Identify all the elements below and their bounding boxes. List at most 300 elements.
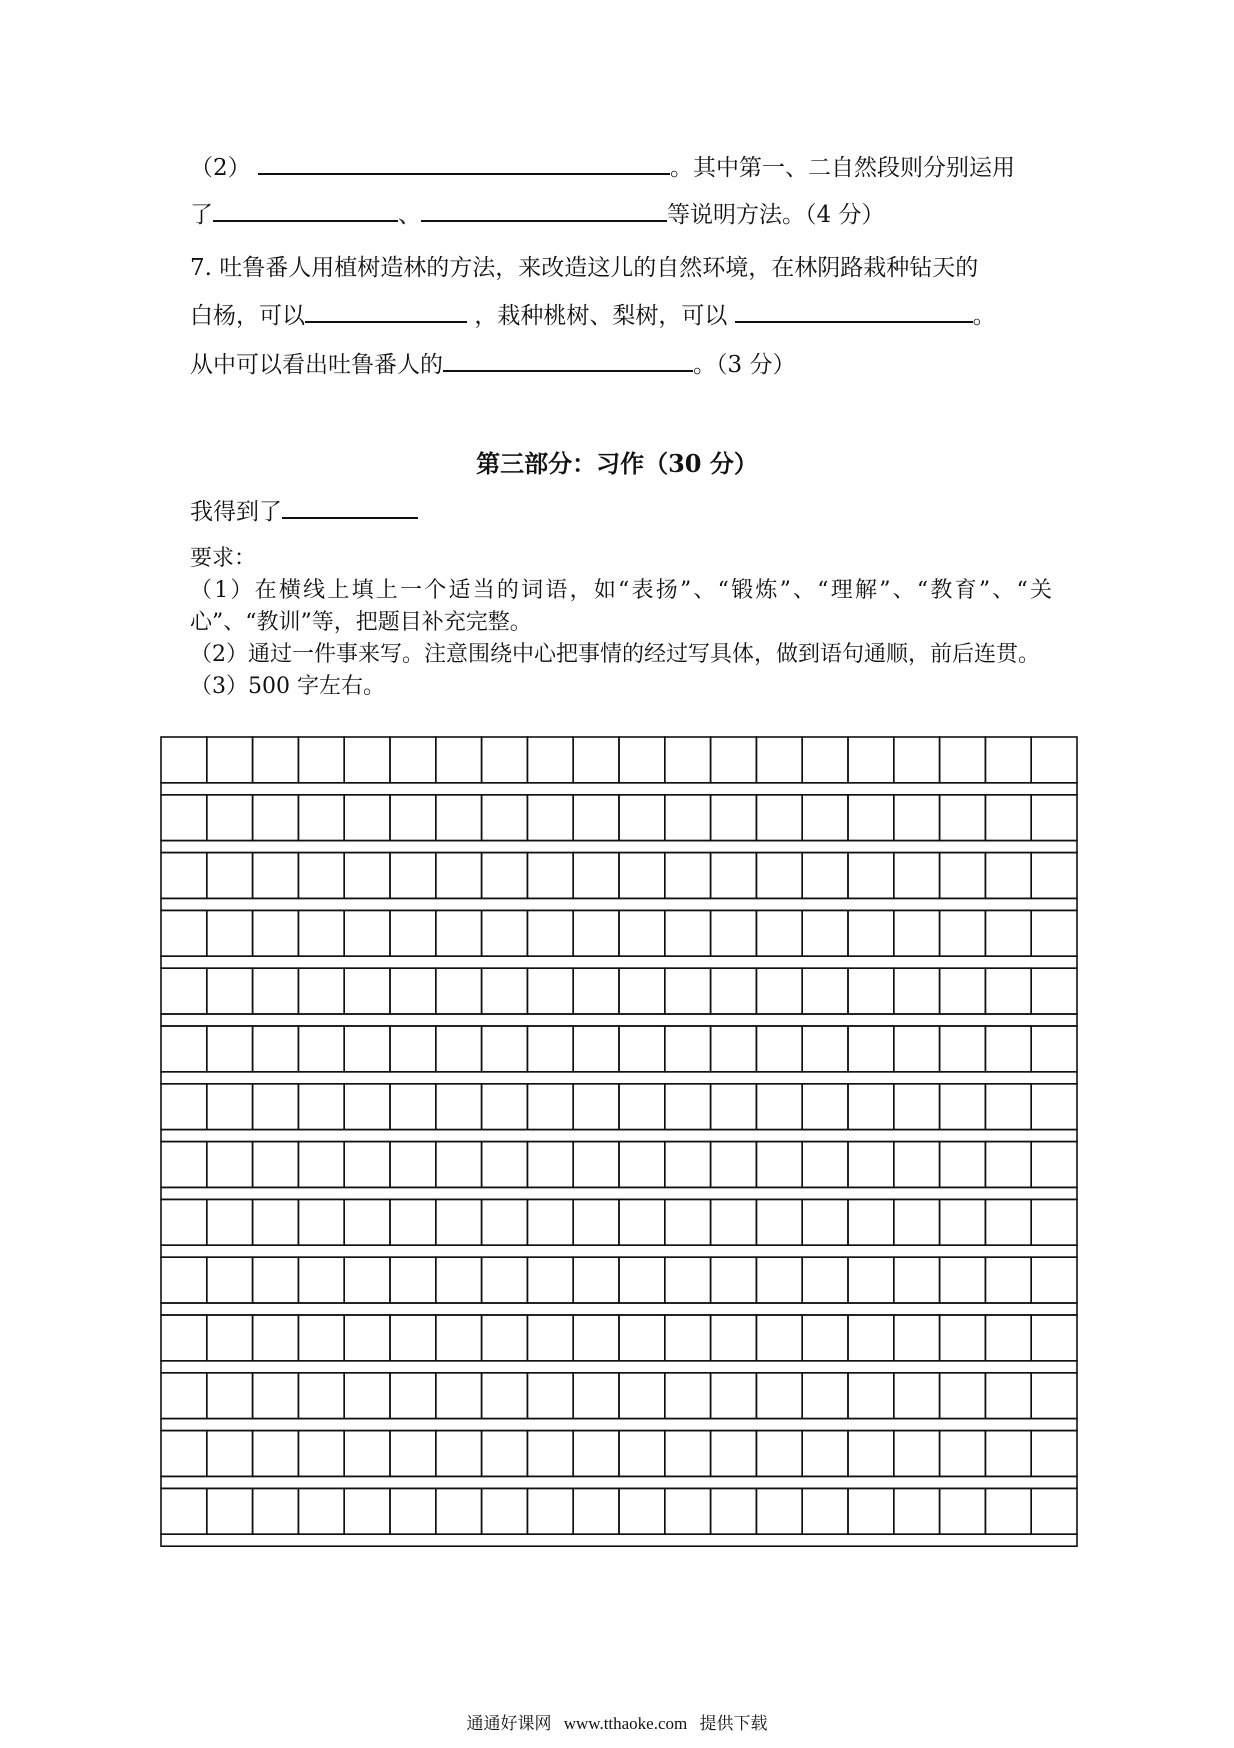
grid-cell[interactable] [756, 968, 802, 1014]
grid-cell[interactable] [756, 853, 802, 899]
grid-cell[interactable] [802, 1488, 848, 1534]
grid-cell[interactable] [436, 853, 482, 899]
grid-cell[interactable] [344, 737, 390, 783]
grid-cell[interactable] [1031, 1199, 1077, 1245]
grid-cell[interactable] [207, 1488, 253, 1534]
grid-cell[interactable] [619, 1488, 665, 1534]
grid-cell[interactable] [527, 1373, 573, 1419]
grid-cell[interactable] [344, 1026, 390, 1072]
grid-row-spacer[interactable] [161, 1187, 1077, 1199]
grid-cell[interactable] [711, 1084, 757, 1130]
grid-cell[interactable] [802, 1257, 848, 1303]
grid-cell[interactable] [619, 1431, 665, 1477]
grid-cell[interactable] [573, 1199, 619, 1245]
grid-cell[interactable] [802, 1084, 848, 1130]
grid-cell[interactable] [390, 795, 436, 841]
grid-cell[interactable] [894, 1084, 940, 1130]
grid-cell[interactable] [161, 737, 207, 783]
grid-cell[interactable] [390, 968, 436, 1014]
grid-cell[interactable] [527, 1026, 573, 1072]
grid-cell[interactable] [436, 1142, 482, 1188]
grid-cell[interactable] [1031, 1431, 1077, 1477]
grid-cell[interactable] [298, 1373, 344, 1419]
grid-cell[interactable] [756, 737, 802, 783]
grid-cell[interactable] [711, 853, 757, 899]
grid-cell[interactable] [482, 1026, 528, 1072]
grid-cell[interactable] [573, 968, 619, 1014]
grid-cell[interactable] [848, 968, 894, 1014]
grid-cell[interactable] [436, 1431, 482, 1477]
grid-cell[interactable] [482, 910, 528, 956]
grid-cell[interactable] [985, 910, 1031, 956]
grid-cell[interactable] [665, 853, 711, 899]
grid-cell[interactable] [573, 1431, 619, 1477]
grid-cell[interactable] [482, 737, 528, 783]
grid-cell[interactable] [527, 910, 573, 956]
grid-cell[interactable] [298, 1257, 344, 1303]
grid-cell[interactable] [161, 1315, 207, 1361]
grid-cell[interactable] [985, 1084, 1031, 1130]
grid-cell[interactable] [436, 968, 482, 1014]
grid-cell[interactable] [207, 737, 253, 783]
grid-cell[interactable] [527, 1142, 573, 1188]
grid-cell[interactable] [1031, 853, 1077, 899]
footer-url[interactable]: www.tthaoke.com [563, 1714, 688, 1733]
grid-cell[interactable] [619, 1142, 665, 1188]
grid-cell[interactable] [436, 1488, 482, 1534]
grid-cell[interactable] [298, 1488, 344, 1534]
grid-row-spacer[interactable] [161, 1419, 1077, 1431]
grid-cell[interactable] [436, 795, 482, 841]
grid-cell[interactable] [848, 910, 894, 956]
grid-cell[interactable] [848, 1431, 894, 1477]
grid-cell[interactable] [756, 1488, 802, 1534]
grid-cell[interactable] [848, 853, 894, 899]
grid-cell[interactable] [573, 1257, 619, 1303]
grid-cell[interactable] [390, 853, 436, 899]
grid-cell[interactable] [619, 853, 665, 899]
grid-cell[interactable] [802, 910, 848, 956]
grid-cell[interactable] [573, 1084, 619, 1130]
grid-row-spacer[interactable] [161, 898, 1077, 910]
grid-cell[interactable] [161, 1373, 207, 1419]
grid-cell[interactable] [665, 1142, 711, 1188]
grid-cell[interactable] [940, 1257, 986, 1303]
grid-cell[interactable] [298, 737, 344, 783]
grid-cell[interactable] [253, 1488, 299, 1534]
grid-row-spacer[interactable] [161, 1130, 1077, 1142]
grid-cell[interactable] [344, 1431, 390, 1477]
grid-cell[interactable] [985, 1431, 1031, 1477]
grid-cell[interactable] [940, 853, 986, 899]
grid-cell[interactable] [207, 910, 253, 956]
grid-cell[interactable] [802, 853, 848, 899]
grid-cell[interactable] [894, 795, 940, 841]
grid-cell[interactable] [619, 1315, 665, 1361]
grid-cell[interactable] [940, 795, 986, 841]
grid-cell[interactable] [436, 1026, 482, 1072]
grid-cell[interactable] [619, 1257, 665, 1303]
grid-cell[interactable] [1031, 1315, 1077, 1361]
grid-cell[interactable] [390, 1431, 436, 1477]
grid-cell[interactable] [619, 1199, 665, 1245]
grid-cell[interactable] [482, 853, 528, 899]
answer-blank-q7-fruit-trees[interactable] [735, 299, 973, 323]
grid-cell[interactable] [390, 1199, 436, 1245]
grid-cell[interactable] [848, 795, 894, 841]
grid-cell[interactable] [207, 1315, 253, 1361]
essay-title-blank[interactable] [282, 495, 418, 519]
grid-cell[interactable] [1031, 795, 1077, 841]
grid-cell[interactable] [1031, 1257, 1077, 1303]
grid-cell[interactable] [253, 1142, 299, 1188]
grid-cell[interactable] [1031, 910, 1077, 956]
grid-cell[interactable] [756, 1315, 802, 1361]
grid-cell[interactable] [665, 1431, 711, 1477]
grid-cell[interactable] [848, 1026, 894, 1072]
grid-cell[interactable] [711, 1026, 757, 1072]
grid-cell[interactable] [756, 1257, 802, 1303]
grid-cell[interactable] [665, 737, 711, 783]
grid-cell[interactable] [344, 795, 390, 841]
grid-cell[interactable] [573, 910, 619, 956]
grid-cell[interactable] [619, 968, 665, 1014]
grid-cell[interactable] [390, 1373, 436, 1419]
grid-cell[interactable] [298, 853, 344, 899]
grid-cell[interactable] [482, 1431, 528, 1477]
grid-cell[interactable] [711, 1257, 757, 1303]
grid-cell[interactable] [161, 1257, 207, 1303]
grid-cell[interactable] [253, 795, 299, 841]
grid-cell[interactable] [482, 795, 528, 841]
answer-blank-q6-method2[interactable] [421, 198, 667, 222]
grid-cell[interactable] [940, 968, 986, 1014]
grid-cell[interactable] [985, 1373, 1031, 1419]
grid-cell[interactable] [298, 1084, 344, 1130]
grid-cell[interactable] [573, 853, 619, 899]
grid-cell[interactable] [436, 1373, 482, 1419]
grid-cell[interactable] [711, 1315, 757, 1361]
grid-cell[interactable] [573, 1373, 619, 1419]
grid-cell[interactable] [207, 853, 253, 899]
grid-row-spacer[interactable] [161, 1072, 1077, 1084]
grid-cell[interactable] [756, 1431, 802, 1477]
grid-cell[interactable] [940, 1431, 986, 1477]
grid-cell[interactable] [665, 1084, 711, 1130]
grid-cell[interactable] [619, 910, 665, 956]
answer-blank-q6-method1[interactable] [213, 198, 398, 222]
grid-cell[interactable] [207, 1026, 253, 1072]
grid-cell[interactable] [161, 1488, 207, 1534]
grid-cell[interactable] [527, 968, 573, 1014]
grid-cell[interactable] [894, 1142, 940, 1188]
grid-cell[interactable] [344, 968, 390, 1014]
grid-cell[interactable] [894, 910, 940, 956]
grid-cell[interactable] [390, 1084, 436, 1130]
grid-row-spacer[interactable] [161, 1361, 1077, 1373]
grid-cell[interactable] [161, 910, 207, 956]
grid-cell[interactable] [894, 1026, 940, 1072]
grid-cell[interactable] [253, 1084, 299, 1130]
grid-cell[interactable] [253, 1026, 299, 1072]
grid-cell[interactable] [985, 795, 1031, 841]
grid-cell[interactable] [940, 737, 986, 783]
grid-cell[interactable] [482, 968, 528, 1014]
grid-cell[interactable] [390, 1026, 436, 1072]
grid-cell[interactable] [344, 910, 390, 956]
answer-blank-q7-poplar[interactable] [305, 299, 467, 323]
grid-cell[interactable] [802, 1026, 848, 1072]
grid-cell[interactable] [1031, 1373, 1077, 1419]
grid-cell[interactable] [894, 1199, 940, 1245]
grid-cell[interactable] [711, 1373, 757, 1419]
grid-cell[interactable] [298, 910, 344, 956]
grid-cell[interactable] [756, 1026, 802, 1072]
grid-cell[interactable] [985, 1488, 1031, 1534]
grid-cell[interactable] [802, 968, 848, 1014]
grid-cell[interactable] [619, 1084, 665, 1130]
grid-cell[interactable] [482, 1142, 528, 1188]
grid-cell[interactable] [482, 1373, 528, 1419]
grid-cell[interactable] [527, 1431, 573, 1477]
grid-cell[interactable] [665, 1199, 711, 1245]
grid-cell[interactable] [344, 1257, 390, 1303]
grid-cell[interactable] [985, 1315, 1031, 1361]
grid-cell[interactable] [985, 1142, 1031, 1188]
grid-row-spacer[interactable] [161, 1014, 1077, 1026]
grid-cell[interactable] [802, 1315, 848, 1361]
grid-cell[interactable] [344, 853, 390, 899]
grid-cell[interactable] [390, 737, 436, 783]
grid-cell[interactable] [344, 1373, 390, 1419]
grid-cell[interactable] [894, 1373, 940, 1419]
grid-cell[interactable] [344, 1488, 390, 1534]
grid-cell[interactable] [1031, 737, 1077, 783]
grid-cell[interactable] [573, 1488, 619, 1534]
grid-cell[interactable] [527, 853, 573, 899]
grid-row-spacer[interactable] [161, 841, 1077, 853]
grid-cell[interactable] [802, 1142, 848, 1188]
grid-cell[interactable] [940, 1199, 986, 1245]
grid-row-spacer[interactable] [161, 1476, 1077, 1488]
grid-cell[interactable] [527, 1199, 573, 1245]
grid-cell[interactable] [756, 1084, 802, 1130]
grid-cell[interactable] [940, 1373, 986, 1419]
grid-cell[interactable] [344, 1315, 390, 1361]
grid-cell[interactable] [161, 795, 207, 841]
grid-cell[interactable] [436, 910, 482, 956]
grid-cell[interactable] [207, 795, 253, 841]
grid-cell[interactable] [573, 1315, 619, 1361]
grid-cell[interactable] [802, 1373, 848, 1419]
grid-cell[interactable] [344, 1199, 390, 1245]
grid-cell[interactable] [711, 968, 757, 1014]
grid-cell[interactable] [1031, 968, 1077, 1014]
grid-cell[interactable] [161, 1026, 207, 1072]
grid-cell[interactable] [665, 910, 711, 956]
grid-cell[interactable] [161, 968, 207, 1014]
grid-cell[interactable] [894, 1257, 940, 1303]
grid-cell[interactable] [940, 1315, 986, 1361]
grid-cell[interactable] [894, 1488, 940, 1534]
grid-cell[interactable] [390, 1488, 436, 1534]
grid-cell[interactable] [756, 1199, 802, 1245]
grid-cell[interactable] [619, 1373, 665, 1419]
grid-cell[interactable] [711, 737, 757, 783]
grid-cell[interactable] [894, 1315, 940, 1361]
grid-cell[interactable] [940, 1488, 986, 1534]
grid-cell[interactable] [665, 1257, 711, 1303]
grid-cell[interactable] [802, 795, 848, 841]
grid-cell[interactable] [344, 1142, 390, 1188]
grid-cell[interactable] [482, 1488, 528, 1534]
grid-cell[interactable] [848, 1142, 894, 1188]
grid-cell[interactable] [390, 910, 436, 956]
grid-row-spacer[interactable] [161, 1245, 1077, 1257]
answer-blank-q6-main[interactable] [258, 151, 670, 175]
grid-cell[interactable] [619, 1026, 665, 1072]
grid-cell[interactable] [711, 1431, 757, 1477]
grid-cell[interactable] [482, 1315, 528, 1361]
grid-cell[interactable] [756, 1373, 802, 1419]
grid-cell[interactable] [527, 737, 573, 783]
grid-cell[interactable] [848, 1373, 894, 1419]
grid-cell[interactable] [436, 1199, 482, 1245]
grid-cell[interactable] [848, 1199, 894, 1245]
grid-cell[interactable] [711, 1142, 757, 1188]
grid-cell[interactable] [756, 1142, 802, 1188]
grid-cell[interactable] [619, 795, 665, 841]
grid-cell[interactable] [161, 1199, 207, 1245]
grid-cell[interactable] [802, 1199, 848, 1245]
grid-cell[interactable] [527, 1488, 573, 1534]
grid-cell[interactable] [1031, 1084, 1077, 1130]
grid-cell[interactable] [161, 1431, 207, 1477]
grid-cell[interactable] [253, 1373, 299, 1419]
grid-row-spacer[interactable] [161, 956, 1077, 968]
grid-row-spacer[interactable] [161, 783, 1077, 795]
grid-cell[interactable] [298, 968, 344, 1014]
grid-cell[interactable] [848, 1084, 894, 1130]
grid-cell[interactable] [253, 1315, 299, 1361]
grid-cell[interactable] [298, 1199, 344, 1245]
grid-cell[interactable] [436, 1084, 482, 1130]
grid-cell[interactable] [711, 910, 757, 956]
grid-cell[interactable] [298, 1026, 344, 1072]
grid-cell[interactable] [985, 1257, 1031, 1303]
grid-cell[interactable] [527, 1257, 573, 1303]
grid-cell[interactable] [711, 1199, 757, 1245]
grid-cell[interactable] [298, 795, 344, 841]
grid-cell[interactable] [985, 968, 1031, 1014]
grid-cell[interactable] [756, 795, 802, 841]
grid-cell[interactable] [1031, 1026, 1077, 1072]
writing-grid[interactable] [160, 736, 1080, 1568]
grid-cell[interactable] [665, 968, 711, 1014]
grid-cell[interactable] [482, 1199, 528, 1245]
grid-cell[interactable] [253, 910, 299, 956]
grid-cell[interactable] [207, 1142, 253, 1188]
grid-cell[interactable] [848, 1488, 894, 1534]
grid-cell[interactable] [207, 1084, 253, 1130]
grid-cell[interactable] [756, 910, 802, 956]
grid-cell[interactable] [711, 795, 757, 841]
grid-cell[interactable] [527, 1315, 573, 1361]
grid-cell[interactable] [573, 1026, 619, 1072]
grid-cell[interactable] [802, 1431, 848, 1477]
grid-cell[interactable] [161, 853, 207, 899]
grid-cell[interactable] [436, 1257, 482, 1303]
grid-cell[interactable] [940, 1084, 986, 1130]
grid-cell[interactable] [894, 968, 940, 1014]
grid-cell[interactable] [894, 853, 940, 899]
grid-cell[interactable] [894, 1431, 940, 1477]
grid-cell[interactable] [390, 1142, 436, 1188]
grid-cell[interactable] [253, 737, 299, 783]
grid-cell[interactable] [940, 1142, 986, 1188]
grid-cell[interactable] [665, 1026, 711, 1072]
grid-cell[interactable] [344, 1084, 390, 1130]
grid-cell[interactable] [207, 968, 253, 1014]
grid-cell[interactable] [207, 1373, 253, 1419]
grid-cell[interactable] [848, 737, 894, 783]
grid-cell[interactable] [573, 737, 619, 783]
grid-cell[interactable] [1031, 1142, 1077, 1188]
grid-cell[interactable] [711, 1488, 757, 1534]
grid-cell[interactable] [573, 1142, 619, 1188]
grid-cell[interactable] [298, 1431, 344, 1477]
grid-row-spacer[interactable] [161, 1534, 1077, 1546]
grid-cell[interactable] [985, 737, 1031, 783]
grid-cell[interactable] [665, 1488, 711, 1534]
grid-cell[interactable] [802, 737, 848, 783]
grid-cell[interactable] [253, 968, 299, 1014]
grid-cell[interactable] [253, 1199, 299, 1245]
grid-cell[interactable] [1031, 1488, 1077, 1534]
grid-cell[interactable] [482, 1084, 528, 1130]
grid-cell[interactable] [848, 1257, 894, 1303]
grid-cell[interactable] [985, 853, 1031, 899]
grid-row-spacer[interactable] [161, 1303, 1077, 1315]
grid-cell[interactable] [436, 737, 482, 783]
grid-cell[interactable] [253, 853, 299, 899]
grid-cell[interactable] [985, 1026, 1031, 1072]
grid-cell[interactable] [573, 795, 619, 841]
grid-cell[interactable] [665, 1373, 711, 1419]
answer-blank-q7-character[interactable] [443, 348, 693, 372]
grid-cell[interactable] [298, 1142, 344, 1188]
grid-cell[interactable] [207, 1257, 253, 1303]
grid-cell[interactable] [527, 1084, 573, 1130]
grid-cell[interactable] [161, 1142, 207, 1188]
grid-cell[interactable] [253, 1257, 299, 1303]
grid-cell[interactable] [985, 1199, 1031, 1245]
grid-cell[interactable] [848, 1315, 894, 1361]
grid-cell[interactable] [894, 737, 940, 783]
grid-cell[interactable] [390, 1257, 436, 1303]
grid-cell[interactable] [940, 910, 986, 956]
grid-cell[interactable] [665, 795, 711, 841]
grid-cell[interactable] [207, 1199, 253, 1245]
grid-cell[interactable] [298, 1315, 344, 1361]
grid-cell[interactable] [161, 1084, 207, 1130]
grid-cell[interactable] [940, 1026, 986, 1072]
grid-cell[interactable] [527, 795, 573, 841]
grid-cell[interactable] [619, 737, 665, 783]
grid-cell[interactable] [482, 1257, 528, 1303]
grid-cell[interactable] [207, 1431, 253, 1477]
grid-cell[interactable] [665, 1315, 711, 1361]
